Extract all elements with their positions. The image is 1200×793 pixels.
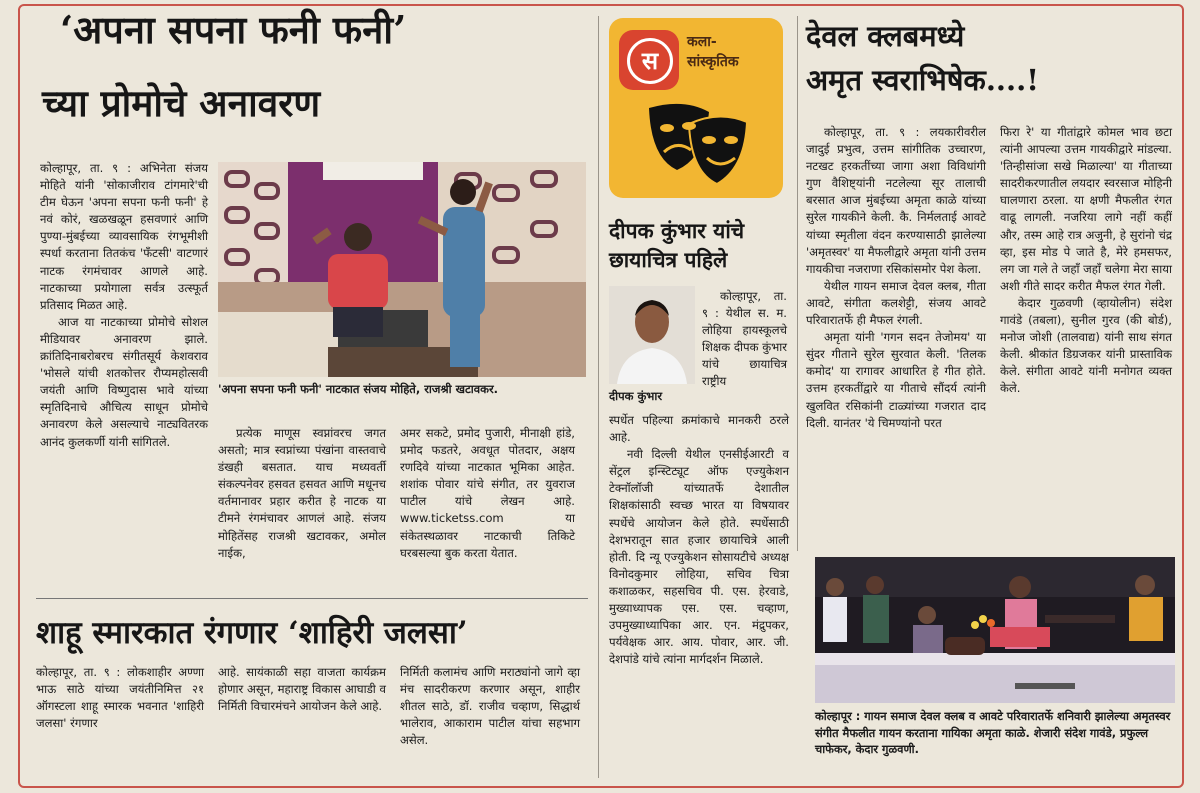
article3-headline [609, 216, 744, 274]
section-label-line1: कला- [687, 34, 717, 50]
article4-headline [806, 14, 1039, 102]
article3-headline-line1: दीपक कुंभार यांचे [609, 218, 745, 243]
article1-headline-line2: च्या प्रोमोचे अनावरण [42, 81, 321, 125]
section-badge-glyph: स [627, 38, 673, 84]
concert-photo [815, 557, 1175, 703]
portrait-photo [609, 286, 695, 384]
play-photo [218, 162, 586, 377]
article4-column-2 [1000, 124, 1172, 398]
article2-paragraph: निर्मिती कलामंच आणि मराठ्यांनो जागे व्हा मंच सादरीकरण करणार असून, शाहीर शीतल साठे, डॉ. राजीव चव्हाण, सिद्धार्थ भालेराव, आकाराम पाटील यांचा सहभाग असेल. [400, 665, 580, 748]
section-logo [609, 18, 783, 198]
column-divider [598, 16, 599, 778]
section-label [687, 32, 739, 72]
article4-paragraph: कोल्हापूर, ता. ९ : लयकारीवरील जादुई प्रभुत्व, उत्तम सांगीतिक उच्चारण, नटखट हरकतींच्या जागा अशा विविधांगी गुण वैशिष्ट्यांनी नटलेल्या सूर तालाची बरसात आज मुंबईच्या अमृता काळे यांच्या सुरेल गायकीने केली. कै. निर्मलताई आवटे यांच्या स्मृतीला वंदन करण्यासाठी झालेल्या 'अमृतस्वर' या मैफलीद्वारे अमृता यांनी उत्तम गायकीचा नजराणा रसिकांसमोर पेश केला. [806, 125, 986, 276]
article1-headline-line1: ‘अपना सपना फनी फनी’ [60, 7, 407, 52]
article1-column-1 [40, 160, 208, 451]
article4-column-1 [806, 124, 986, 432]
section-label-line2: सांस्कृतिक [687, 54, 739, 70]
concert-photo-caption: कोल्हापूर : गायन समाज देवल क्लब व आवटे परिवारातर्फे शनिवारी झालेल्या अमृतस्वर संगीत मैफलीत गायन करताना गायिका अमृता काळे. शेजारी संदेश गावंडे, प्रफुल्ल चाफेकर, केदार गुळवणी. [815, 709, 1171, 756]
section-badge [619, 30, 679, 90]
article3-paragraph: स्पर्धेत पहिल्या क्रमांकाचे मानकरी ठरले आहे. [609, 413, 789, 445]
article4-paragraph: फिरा रे' या गीतांद्वारे कोमल भाव छटा त्यांनी आपल्या उत्तम गायकीद्वारे मांडल्या. 'तिन्हीसांजा सखे मिळाल्या' या गीताच्या सादरीकरणातील लयदार स्वरसाज मोहिनी घालणारा ठरला. या क्षणी मैफलीत रंगत वाढू लागली. नजरिया लागे नहीं कहीं और, तस्म आहे रात्र अजुनी, हे सुरांनो चंद्र व्हा, इस मोड पे जाते है, मेरे हमसफर, लग जा गले ते जहाँ जहाँ चलेगा मेरा साया अशी गीते सादर करीत मैफल रंगत गेली. [1000, 125, 1172, 293]
portrait-caption: दीपक कुंभार [609, 389, 663, 403]
play-photo-illustration [218, 162, 586, 377]
article-separator [36, 598, 588, 599]
article4-paragraph: केदार गुळवणी (व्हायोलीन) संदेश गावंडे (तबला), सुनील गुरव (की बोर्ड), मनोज जोशी (तालवाद्य) यांनी साथ संगत केली. श्रीकांत डिग्रजकर यांनी प्रास्ताविक केले. संगीता आवटे यांनी मनोगत व्यक्त केले. [1000, 295, 1172, 396]
article2-headline: शाहू स्मारकात रंगणार ‘शाहिरी जलसा’ [36, 615, 468, 651]
article4-headline-line2: अमृत स्वराभिषेक....! [806, 63, 1039, 97]
theatre-masks-icon [639, 98, 759, 188]
concert-illustration [815, 557, 1175, 703]
article4-headline-line1: देवल क्लबमध्ये [806, 19, 965, 53]
article4-paragraph: येथील गायन समाज देवल क्लब, गीता आवटे, संगीता कलशेट्टी, संजय आवटे परिवारातर्फे ही मैफल रंगली. [806, 278, 986, 328]
article1-column-3 [400, 425, 575, 562]
article1-paragraph: कोल्हापूर, ता. ९ : अभिनेता संजय मोहिते यांनी 'सोकाजीराव टांगमारे'ची टीम घेऊन 'अपना सपना फनी फनी' हे नवं कोरं, खळखळून हसवणारं आणि पुण्या-मुंबईच्या व्यावसायिक रंगभूमीशी स्पर्धा करताना तितकंच 'फँटसी' वाटणारं नाटक रंगमंचावर आणले आहे. नाटकाच्या प्रयोगाला सर्वत्र उत्स्फूर्त प्रतिसाद मिळत आहे. [40, 161, 208, 312]
article2-paragraph: कोल्हापूर, ता. ९ : लोकशाहीर अण्णा भाऊ साठे यांच्या जयंतीनिमित्त २१ ऑगस्टला शाहू स्मारक भवनात 'शाहिरी जलसा' रंगणार [36, 665, 204, 731]
play-photo-caption: 'अपना सपना फनी फनी' नाटकात संजय मोहिते, राजश्री खटावकर. [218, 382, 499, 396]
article1-paragraph: अमर सकटे, प्रमोद पुजारी, मीनाक्षी हांडे, प्रमोद फडतरे, अवधूत पोतदार, अक्षय रणदिवे यांच्या नाटकात भूमिका आहेत. शशांक पोवार यांचे संगीत, तर युवराज पाटील यांचे लेखन आहे. www.ticketss.com या संकेतस्थळावर नाटकाची तिकिटे घरबसल्या बुक करता येतात. [400, 426, 575, 560]
article1-column-2 [218, 425, 386, 562]
article2-column-2 [218, 664, 386, 715]
article3-paragraph: नवी दिल्ली येथील एनसीईआरटी व सेंट्रल इन्स्टिट्यूट ऑफ एज्युकेशन टेक्नॉलॉजी यांच्यातर्फे देशातील शिक्षकांसाठी स्वच्छ भारत या विषयावर स्पर्धेचे आयोजन केले होते. स्पर्धेसाठी देशभरातून सात हजार छायाचित्रे आली होती. दि न्यू एज्युकेशन सोसायटीचे अध्यक्ष विनोदकुमार लोहिया, सचिव चित्रा कशाळकर, सहसचिव पी. एस. हेरवाडे, मुख्याध्यापक एस. एस. चव्हाण, उपमुख्याध्यापिका आर. एन. मंद्रुपकर, पर्यवेक्षक आर. आय. पोवार, आर. जी. देशपांडे यांचे त्यांना मार्गदर्शन मिळाले. [609, 447, 789, 667]
article3-headline-line2: छायाचित्र पहिले [609, 247, 728, 272]
article3-body [609, 412, 789, 668]
article2-paragraph: आहे. सायंकाळी सहा वाजता कार्यक्रम होणार असून, महाराष्ट्र विकास आघाडी व निर्मिती विचारमंचने आयोजन केले आहे. [218, 665, 386, 714]
portrait-illustration [609, 286, 695, 384]
article2-column-1 [36, 664, 204, 732]
article3-paragraph: कोल्हापूर, ता. ९ : येथील स. म. लोहिया हायस्कूलचे शिक्षक दीपक कुंभार यांचे छायाचित्र राष्ट्रीय [702, 289, 787, 389]
article3-beside-photo [702, 288, 787, 391]
article1-paragraph: आज या नाटकाच्या प्रोमोचे सोशल मीडियावर अनावरण झाले. क्रांतिदिनाबरोबरच संगीतसूर्य केशवराव 'भोसले यांची शतकोत्तर रौप्यमहोत्सवी जयंती आणि विष्णुदास भावे यांच्या स्मृतिदिनाचे औचित्य साधून प्रोमोचे अनावरण केले असल्याचे नाट्यवितरक आनंद कुलकर्णी यांनी सांगितले. [40, 314, 208, 449]
column-divider [797, 16, 798, 551]
article4-paragraph: अमृता यांनी 'गगन सदन तेजोमय' या सुंदर गीताने सुरेल सुरवात केली. 'तिलक कमोद' या रागावर आधारित हे गीत होते. उत्तम हरकतींद्वारे या गीताचे सौंदर्य त्यांनी खुलवित रसिकांनी टाळ्यांच्या गजरात दाद दिली. यानंतर 'ये चिमण्यांनो परत [806, 330, 986, 430]
article1-paragraph: प्रत्येक माणूस स्वप्नांवरच जगत असतो; मात्र स्वप्नांच्या पंखांना वास्तवाचे डंखही बसतात. याच मध्यवर्ती संकल्पनेवर हसवत हसवत आणि मधूनच वर्तमानावर प्रहार करीत हे नाटक या टीमने रंगमंचावर आणलं आहे. संजय मोहितेंसह राजश्री खटावकर, अमोल नाईक, [218, 426, 386, 560]
article2-column-3 [400, 664, 580, 749]
